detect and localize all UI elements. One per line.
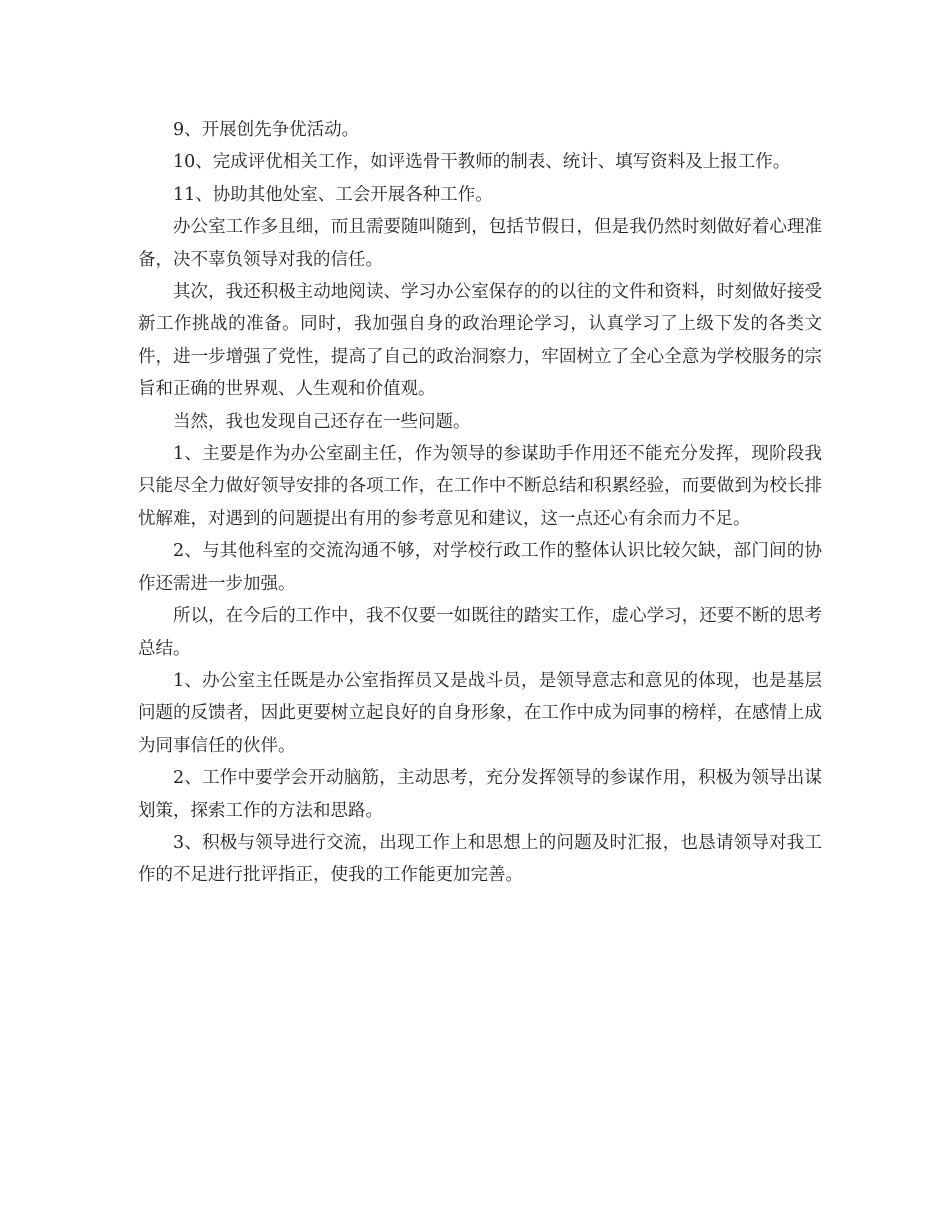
paragraph-future-2: 2、工作中要学会开动脑筋，主动思考，充分发挥领导的参谋作用，积极为领导出谋划策，探索工作的方法和思路。 (138, 768, 822, 821)
paragraph-item-10: 10、完成评优相关工作，如评选骨干教师的制表、统计、填写资料及上报工作。 (173, 152, 791, 173)
paragraph-problems-intro: 当然，我也发现自己还存在一些问题。 (173, 411, 471, 432)
paragraph-problem-2: 2、与其他科室的交流沟通不够，对学校行政工作的整体认识比较欠缺，部门间的协作还需进一步加强。 (138, 541, 822, 594)
paragraph-secondly: 其次，我还积极主动地阅读、学习办公室保存的的以往的文件和资料，时刻做好接受新工作挑战的准备。同时，我加强自身的政治理论学习，认真学习了上级下发的各类文件，进一步增强了党性，提高了自己的政治洞察力，牢固树立了全心全意为学校服务的宗旨和正确的世界观、人生观和价值观。 (138, 282, 822, 400)
paragraph-future-3: 3、积极与领导进行交流，出现工作上和思想上的问题及时汇报，也恳请领导对我工作的不足进行批评指正，使我的工作能更加完善。 (138, 832, 822, 886)
paragraph-office-work: 办公室工作多且细，而且需要随叫随到，包括节假日，但是我仍然时刻做好着心理准备，决不辜负领导对我的信任。 (138, 217, 822, 270)
paragraph-future-intro: 所以，在今后的工作中，我不仅要一如既往的踏实工作，虚心学习，还要不断的思考总结。 (138, 606, 822, 659)
paragraph-item-9: 9、开展创先争优活动。 (173, 120, 360, 140)
paragraph-problem-1: 1、主要是作为办公室副主任，作为领导的参谋助手作用还不能充分发挥，现阶段我只能尽全力做好领导安排的各项工作，在工作中不断总结和积累经验，而要做到为校长排忧解难，对遇到的问题提出有用的参考意见和建议，这一点还心有余而力不足。 (138, 444, 822, 529)
paragraph-future-1: 1、办公室主任既是办公室指挥员又是战斗员，是领导意志和意见的体现，也是基层问题的反馈者，因此更要树立起良好的自身形象，在工作中成为同事的榜样，在感情上成为同事信任的伙伴。 (138, 670, 822, 756)
document-body (138, 114, 822, 892)
paragraph-item-11: 11、协助其他处室、工会开展各种工作。 (173, 184, 493, 205)
